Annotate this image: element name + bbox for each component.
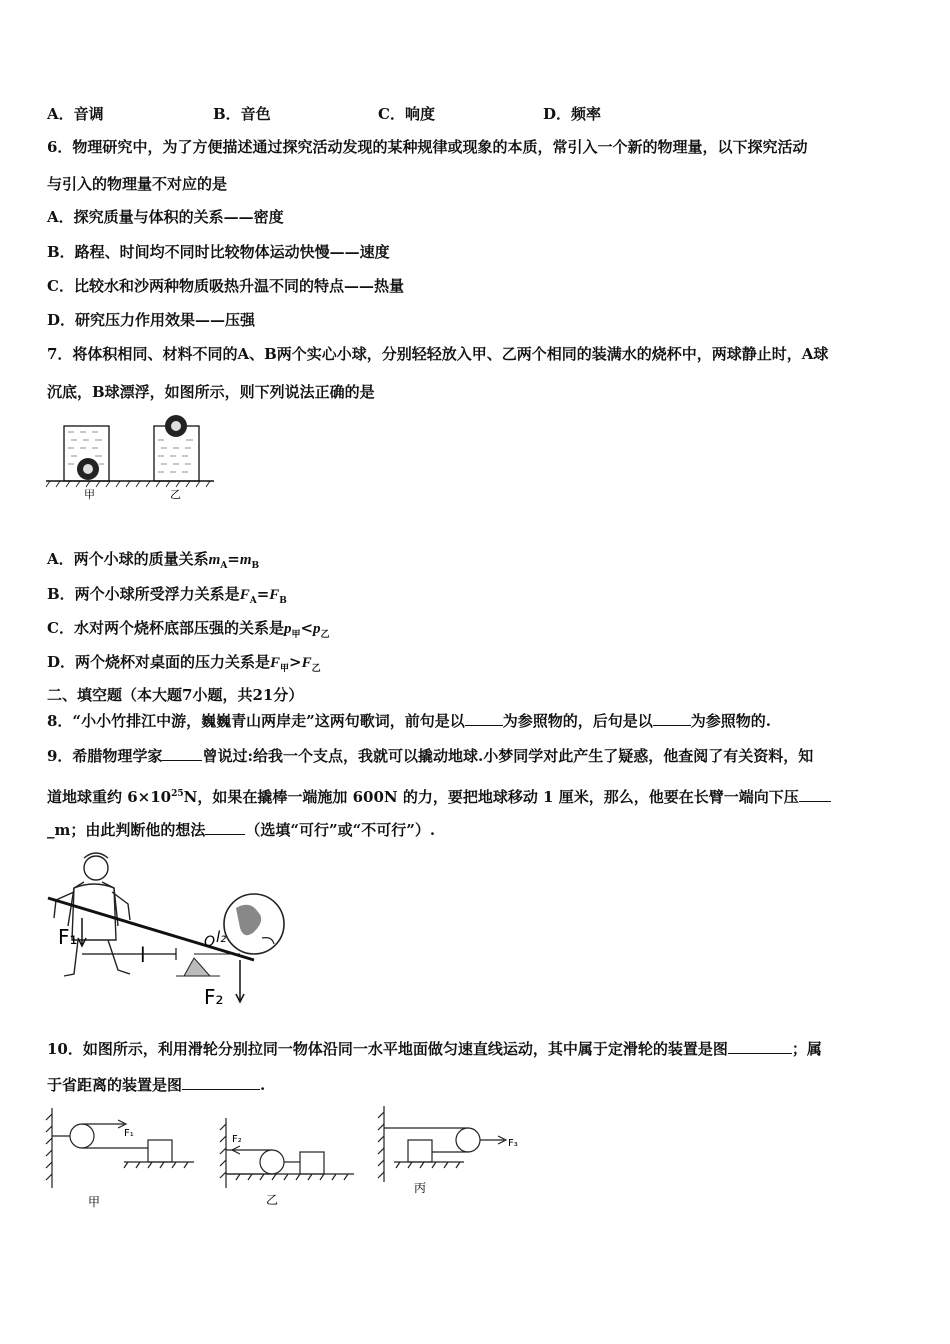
label-yi-pulley: 乙 [266,1193,279,1207]
q10-line1: 10．如图所示，利用滑轮分别拉同一物体沿同一水平地面做匀速直线运动，其中属于定滑轮的装置是图 ；属 [47,1040,822,1058]
q6-option-d: D．研究压力作用效果——压强 [47,311,256,329]
q8-blank-1[interactable] [465,711,503,726]
label-f3-pulley: F₃ [508,1138,518,1149]
beaker-jia [64,426,109,481]
q9-line2: 道地球重约 $6\times 10^{25}N$，如果在撬棒一端施加 600N 的力，要把地球移动 1 厘米，那么，他要在长臂一端向下压 [47,784,831,807]
q10-blank-2[interactable] [182,1075,260,1090]
q7-option-b: B．两个小球所受浮力关系是$F_A=F_B$ [47,585,287,606]
setup-jia [46,1108,194,1188]
q7-option-a: A．两个小球的质量关系$m_A=m_B$ [47,550,260,571]
label-f2-pulley: F₂ [232,1134,242,1145]
q7-option-c: C．水对两个烧杯底部压强的关系是$p_甲<p_乙$ [47,619,330,640]
q5-option-d: D．频率 [543,105,602,123]
q8-line: 8．“小小竹排江中游，巍巍青山两岸走”这两句歌词，前句是以 为参照物的，后句是以 为参照物的. [47,712,771,730]
q9-lever-figure [44,848,294,1013]
q6-stem-line2: 与引入的物理量不对应的是 [47,175,228,193]
q10-line2: 于省距离的装置是图 . [47,1076,266,1094]
label-jia: 甲 [84,488,95,501]
setup-bing [378,1106,506,1182]
q5-option-a: A．音调 [47,105,104,123]
label-bing-pulley: 丙 [414,1181,427,1195]
label-f1-pulley: F₁ [124,1128,134,1139]
q8-blank-2[interactable] [653,711,691,726]
q10-pulley-figure [44,1104,534,1214]
q7-stem-line2: 沉底，B球漂浮，如图所示，则下列说法正确的是 [47,383,375,401]
q6-stem-line1: 6．物理研究中，为了方便描述通过探究活动发现的某种规律或现象的本质，常引入一个新的物理量，以下探究活动 [47,138,808,156]
fulcrum [184,958,210,976]
q7-stem-line1: 7．将体积相同、材料不同的A、B两个实心小球，分别轻轻放入甲、乙两个相同的装满水的烧杯中，两球静止时，A球 [47,345,829,363]
earth-figure [224,894,284,954]
q7-beakers-figure [46,412,216,502]
label-o: O [204,934,216,950]
section2-title: 二、填空题（本大题7小题，共21分） [47,686,304,704]
q9-blank-3[interactable] [205,820,245,835]
q9-line3: _m；由此判断他的想法 （选填“可行”或“不可行”）. [47,821,436,839]
q9-blank-1[interactable] [162,746,202,761]
person-figure [54,853,130,976]
label-f1: F₁ [58,925,78,949]
q6-option-a: A．探究质量与体积的关系——密度 [47,208,284,226]
q9-blank-2[interactable] [799,787,831,802]
q9-line1: 9．希腊物理学家 曾说过:给我一个支点，我就可以撬动地球.小梦同学对此产生了疑惑，他查阅了有关资料，知 [47,747,814,765]
q5-option-b: B．音色 [213,105,271,123]
label-f2: F₂ [204,985,224,1009]
setup-yi [220,1118,354,1188]
q7-option-d: D．两个烧杯对桌面的压力关系是$F_甲>F_乙$ [47,653,321,674]
label-l1: l [140,943,146,967]
q10-blank-1[interactable] [728,1039,792,1054]
label-jia-pulley: 甲 [88,1195,101,1209]
label-l2: l₂ [216,928,227,946]
beaker-yi [154,415,199,481]
q5-option-c: C．响度 [378,105,435,123]
q6-option-b: B．路程、时间均不同时比较物体运动快慢——速度 [47,243,390,261]
label-yi: 乙 [170,488,181,501]
q6-option-c: C．比较水和沙两种物质吸热升温不同的特点——热量 [47,277,404,295]
